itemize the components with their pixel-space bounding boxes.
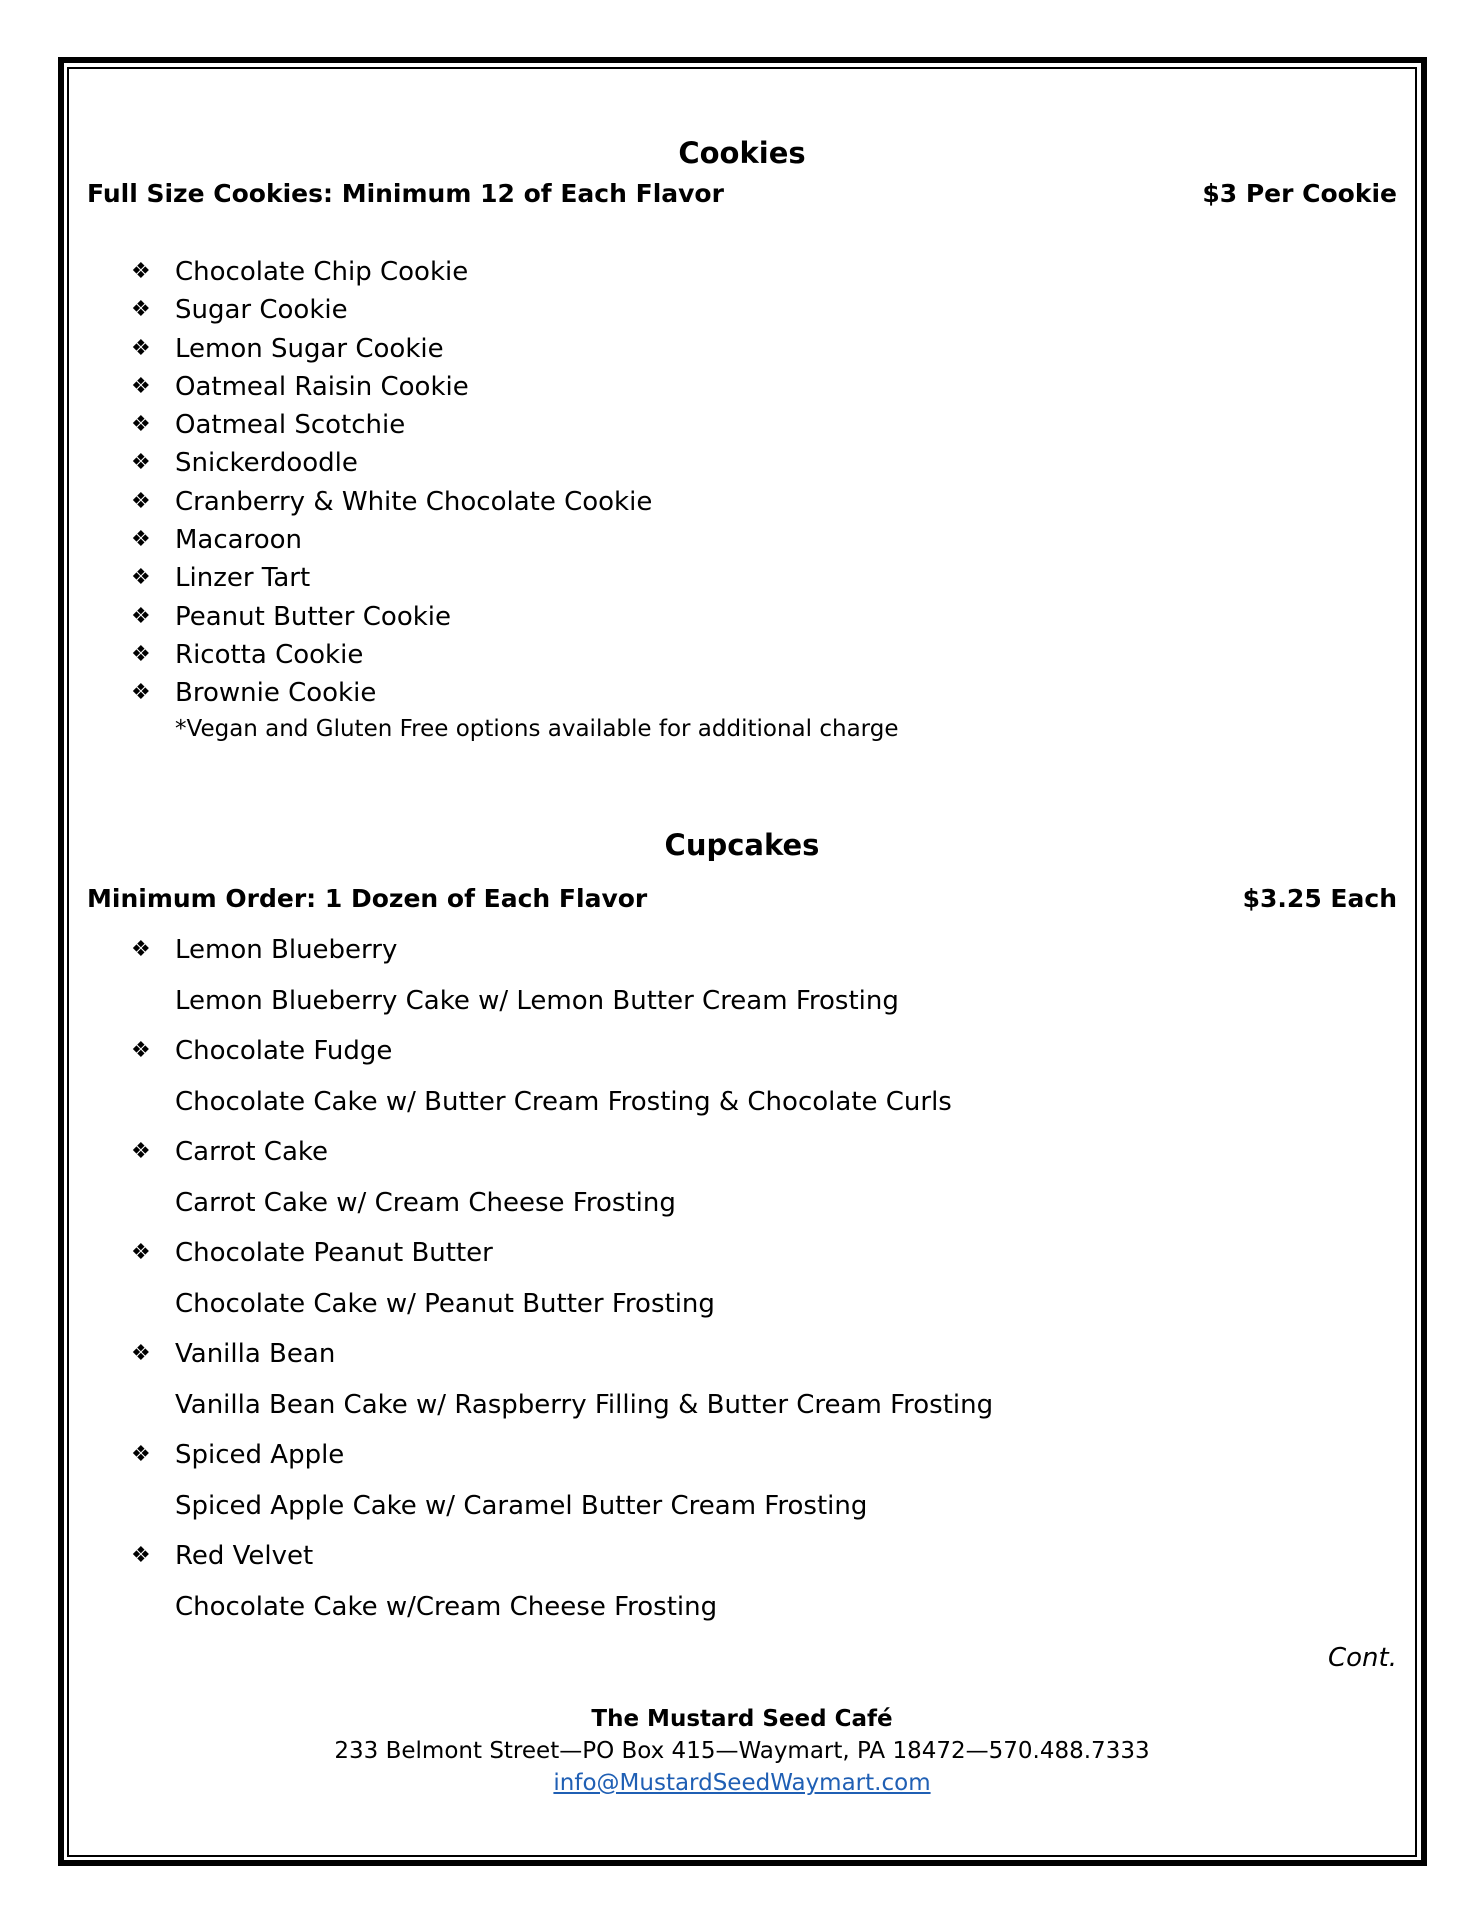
item-description: Chocolate Cake w/ Butter Cream Frosting & Chocolate Curls — [175, 1087, 952, 1117]
four-diamond-bullet-icon: ❖ — [131, 259, 151, 284]
four-diamond-bullet-icon: ❖ — [131, 1038, 151, 1063]
four-diamond-bullet-icon: ❖ — [131, 336, 151, 361]
list-item: ❖ Peanut Butter Cookie — [131, 602, 451, 632]
cafe-name: The Mustard Seed Café — [591, 1706, 893, 1732]
four-diamond-bullet-icon: ❖ — [131, 1442, 151, 1467]
cupcakes-title: Cupcakes — [664, 828, 820, 862]
list-item: ❖ Chocolate Peanut Butter — [131, 1238, 493, 1268]
list-item: ❖ Cranberry & White Chocolate Cookie — [131, 487, 653, 517]
list-item: ❖ Carrot Cake — [131, 1137, 329, 1167]
list-item: ❖ Ricotta Cookie — [131, 640, 364, 670]
cookies-subheading-row — [87, 178, 1397, 210]
list-item: ❖ Linzer Tart — [131, 563, 311, 593]
four-diamond-bullet-icon: ❖ — [131, 1240, 151, 1265]
list-item: ❖ Macaroon — [131, 525, 303, 555]
dietary-note: *Vegan and Gluten Free options available for additional charge — [175, 716, 899, 742]
four-diamond-bullet-icon: ❖ — [131, 1543, 151, 1568]
continued-label: Cont. — [1328, 1643, 1397, 1673]
list-item: ❖ Chocolate Fudge — [131, 1036, 393, 1066]
list-item: ❖ Vanilla Bean — [131, 1339, 336, 1369]
item-description: Vanilla Bean Cake w/ Raspberry Filling & Butter Cream Frosting — [175, 1390, 994, 1420]
four-diamond-bullet-icon: ❖ — [131, 489, 151, 514]
list-item: ❖ Lemon Blueberry — [131, 935, 398, 965]
four-diamond-bullet-icon: ❖ — [131, 937, 151, 962]
list-item: ❖ Spiced Apple — [131, 1440, 345, 1470]
list-item: ❖ Oatmeal Scotchie — [131, 410, 406, 440]
item-description: Spiced Apple Cake w/ Caramel Butter Cream Frosting — [175, 1491, 868, 1521]
list-item: ❖ Oatmeal Raisin Cookie — [131, 372, 469, 402]
four-diamond-bullet-icon: ❖ — [131, 1341, 151, 1366]
four-diamond-bullet-icon: ❖ — [131, 450, 151, 475]
four-diamond-bullet-icon: ❖ — [131, 1139, 151, 1164]
cookies-price: $3 Per Cookie — [1202, 179, 1397, 208]
list-item: ❖ Red Velvet — [131, 1541, 314, 1571]
four-diamond-bullet-icon: ❖ — [131, 412, 151, 437]
four-diamond-bullet-icon: ❖ — [131, 680, 151, 705]
list-item: ❖ Sugar Cookie — [131, 295, 348, 325]
footer — [87, 1703, 1397, 1799]
four-diamond-bullet-icon: ❖ — [131, 374, 151, 399]
item-description: Chocolate Cake w/ Peanut Butter Frosting — [175, 1289, 715, 1319]
item-description: Lemon Blueberry Cake w/ Lemon Butter Cream Frosting — [175, 986, 899, 1016]
list-item: ❖ Brownie Cookie — [131, 678, 377, 708]
cookies-title: Cookies — [678, 136, 806, 170]
cupcakes-subheading-row — [87, 883, 1397, 915]
four-diamond-bullet-icon: ❖ — [131, 297, 151, 322]
item-description: Chocolate Cake w/Cream Cheese Frosting — [175, 1592, 718, 1622]
list-item: ❖ Lemon Sugar Cookie — [131, 334, 444, 364]
cookies-minimum: Full Size Cookies: Minimum 12 of Each Flavor — [87, 179, 724, 208]
list-item: ❖ Snickerdoodle — [131, 448, 358, 478]
four-diamond-bullet-icon: ❖ — [131, 565, 151, 590]
cupcakes-minimum: Minimum Order: 1 Dozen of Each Flavor — [87, 884, 648, 913]
list-item: ❖ Chocolate Chip Cookie — [131, 257, 469, 287]
four-diamond-bullet-icon: ❖ — [131, 604, 151, 629]
cafe-address: 233 Belmont Street—PO Box 415—Waymart, PA 18472—570.488.7333 — [334, 1738, 1150, 1764]
cupcakes-price: $3.25 Each — [1242, 884, 1397, 913]
four-diamond-bullet-icon: ❖ — [131, 642, 151, 667]
item-description: Carrot Cake w/ Cream Cheese Frosting — [175, 1188, 676, 1218]
email-link[interactable]: info@MustardSeedWaymart.com — [553, 1770, 931, 1796]
four-diamond-bullet-icon: ❖ — [131, 527, 151, 552]
